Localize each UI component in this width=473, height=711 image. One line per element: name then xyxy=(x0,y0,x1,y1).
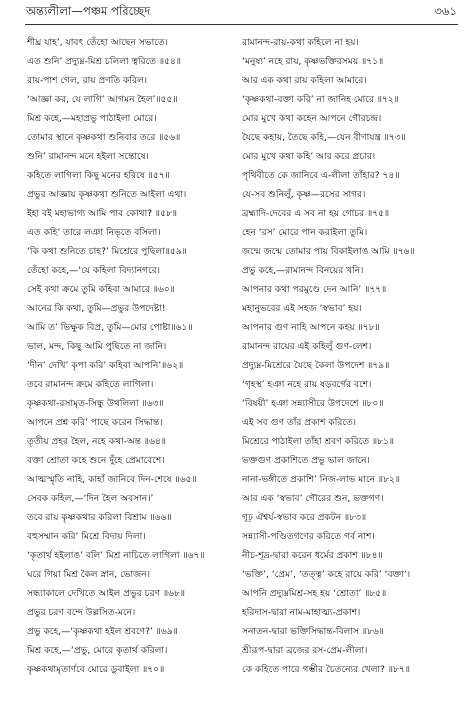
verse-line: প্রভুর চরণ বন্দে উল্লসিত-মনে। xyxy=(27,608,136,618)
verse-line: কহিতে লাগিলা কিছু মনের হরিষে ॥৫৭॥ xyxy=(27,171,170,181)
verse-line: ‘কৃষ্ণকথা-বক্তা করি’ না জানিহ মোরে ॥৭২॥ xyxy=(242,95,399,105)
verse-line: রামানন্দ-রায়-কথা কহিলে না হয়। xyxy=(242,38,359,48)
verse-line: পৃথিবীতে কে জানিবে এ-লীলা তাঁহার? ৭৪॥ xyxy=(242,171,400,181)
verse-line: রামানন্দ রায়ের এই কহিলুঁ গুণ-লেশ। xyxy=(242,342,372,352)
verse-line: ভক্তগুণ প্রকাশিতে প্রভু ভাল জানে। xyxy=(242,456,370,466)
verse-line: তোমার স্থানে কৃষ্ণকথা শুনিবার তরে ॥৫৬॥ xyxy=(27,133,181,143)
verse-line: রায়-পাশ গেল, রায় প্রণতি করিল। xyxy=(27,76,148,86)
verse-line: এত কহি’ তারে লঞা নিভৃতে বসিলা। xyxy=(27,228,161,238)
verse-line: তৃতীয় প্রহর হৈল, নহে কথা-অন্ত ॥৬৪॥ xyxy=(27,437,167,447)
verse-line: মোর মুখে কথা কহেন আপনে গৌরচন্দ্র। xyxy=(242,114,382,124)
verse-line: শীঘ্র যাহ’, যাবৎ তেঁহো আছেন সভাতে। xyxy=(27,38,168,48)
verse-line: বক্তা শ্রোতা কহে শুনে দুঁহে প্রেমাবেশে। xyxy=(27,456,165,466)
verse-line: ব্রহ্মাদি-দেবের এ সব না হয় গোচর ॥৭৫॥ xyxy=(242,209,390,219)
verse-line: মিশ্রেরে পাঠাইলা তাঁহা শ্রবণ করিতে ॥৮১॥ xyxy=(242,437,395,447)
verse-line: সন্ন্যাসী-পণ্ডিতগণের করিতে গর্ব নাশ। xyxy=(242,532,375,542)
verse-line: আমি ত’ ভিক্ষুক বিপ্র, তুমি—মোর পোষ্টা॥৬১॥ xyxy=(27,323,193,333)
page-header xyxy=(0,0,473,26)
verse-line: আপনার গুণ নাহি আপনে কহয় ॥৭৮॥ xyxy=(242,323,380,333)
verse-line: আপনি প্রদ্যুম্নমিশ্র-সহ হয় ‘শ্রোতা’ ॥৮৫॥ xyxy=(242,589,387,599)
verse-line: প্রদ্যুম্ন-মিশ্রেরে যৈছে কৈলা উপদেশ ॥৭৯॥ xyxy=(242,361,390,371)
verse-line: সেবক কহিল,—‘দিন হৈল অবসান।’ xyxy=(27,494,154,504)
verse-line: আত্মস্মৃতি নাহি, কাহাঁ জানিবে দিন-শেষে ॥৬৫॥ xyxy=(27,475,197,485)
verse-line: হরিদাস-দ্বারা নাম-মাহাত্ম্য-প্রকাশ। xyxy=(242,608,361,618)
running-title: অন্ত্যলীলা—পঞ্চম পরিচ্ছেদ xyxy=(26,4,151,18)
verse-line: তবে রামানন্দ ক্রমে কহিতে লাগিলা। xyxy=(27,380,154,390)
verse-line: আনের কি কথা, তুমি—প্রভুর উপদেষ্টা! xyxy=(27,304,166,314)
verse-line: তবে রায় কৃষ্ণকথার করিলা বিশ্রাম ॥৬৬॥ xyxy=(27,513,172,523)
verse-line: তেঁহো কহে,—‘যে কহিলা বিদ্যানগরে। xyxy=(27,266,161,276)
page-number: ৩৬১ xyxy=(434,4,457,18)
verse-line: মোর মুখে কথা কহি’ আর করে প্রচার। xyxy=(242,152,376,162)
verse-line: যে-সব শুনিলুঁ, কৃষ্ণ—রসের সাগর। xyxy=(242,190,366,200)
verse-line: গূঢ় ঐশ্বর্য-স্বভাব করে প্রকটন ॥৮৩॥ xyxy=(242,513,367,523)
verse-line: হেন ‘রস’ মোরে পান করাইলা তুমি। xyxy=(242,228,368,238)
verse-line: যৈছে কহায়, তৈছে কহি,—যেন বীণাযন্ত্র ॥৭৩॥ xyxy=(242,133,406,143)
verse-line: সেই কথা ক্রমে তুমি কহিবা আমারে ॥৬০॥ xyxy=(27,285,175,295)
verse-line: আর এক ‘স্বভাব’ গৌরের শুন, ভক্তগণ। xyxy=(242,494,384,504)
right-column xyxy=(242,34,454,680)
verse-line: এত শুনি’ প্রদ্যুম্ন-মিশ্র চলিলা ত্বরিতে ॥৫৪॥ xyxy=(27,57,182,67)
verse-line: ‘আজ্ঞা কর, যে লাগি’ আগমন হৈল’॥৫৫॥ xyxy=(27,95,178,105)
verse-line: মিশ্র কহে,—মহাপ্রভু পাঠাইলা মোরে। xyxy=(27,114,157,124)
verse-line: কৃষ্ণকথা-রসামৃত-সিন্ধু উথলিলা ॥৬৩॥ xyxy=(27,399,164,409)
verse-line: প্রভুর আজ্ঞায় কৃষ্ণকথা শুনিতে আইলা এথা। xyxy=(27,190,187,200)
header-rule xyxy=(25,24,458,25)
verse-line: ‘ভক্তি’, ‘প্রেম’, ‘তত্ত্ব’ কহে রায়ে করি’ ‘বক্তা’। xyxy=(242,570,411,580)
verse-line: প্রভু কহে,—রামানন্দ বিনয়ের খনি। xyxy=(242,266,364,276)
verse-line: এই সব গুণ তাঁর প্রকাশ করিতে। xyxy=(242,418,357,428)
verse-line: বহুসম্মান করি’ মিশ্রে বিদায় দিলা। xyxy=(27,532,146,542)
verse-line: মিশ্র কহে,—‘প্রভু, মোরে কৃতার্থ করিলা। xyxy=(27,646,168,656)
verse-line: নানা-ভঙ্গীতে প্রকাশি’ নিজ-লাভ মানে ॥৮২॥ xyxy=(242,475,401,485)
verse-line: জন্মে জন্মে তোমার পায় বিকাইলাঙ আমি ॥৭৬॥ xyxy=(242,247,415,257)
verse-line: ‘দীন’ দেখি’ কৃপা করি’ কহিবা আপনি’॥৬২॥ xyxy=(27,361,184,371)
verse-line: আপনার কথা পরমুণ্ডে দেন আনি’ ॥৭৭॥ xyxy=(242,285,387,295)
verse-line: আপনে প্রশ্ন করি’ পাছে করেন সিদ্ধান্ত। xyxy=(27,418,163,428)
verse-line: আর এক কথা রায় কহিলা আমারে। xyxy=(242,76,367,86)
verse-line: সন্ধ্যাকালে দেখিতে আইল প্রভুর চরণ ॥৬৮॥ xyxy=(27,589,186,599)
verse-line: শ্রীরূপ-দ্বারা ব্রজের রস-প্রেম-লীলা। xyxy=(242,646,368,656)
verse-line: ‘গৃহস্থ’ হঞা নহে রায় ষড়বর্গের বশে। xyxy=(242,380,372,390)
verse-line: ‘বিষয়ী’ হঞা সন্ন্যাসীরে উপদেশে ॥৮০॥ xyxy=(242,399,384,409)
verse-line: ‘কৃতার্থ হইলাঙ’ বলি’ মিশ্র নাচিতে লাগিলা ॥৬৭॥ xyxy=(27,551,205,561)
verse-line: ভাল, মন্দ, কিছু আমি পুছিতে না জানি। xyxy=(27,342,167,352)
verse-line: ‘মনুষ্য’ নহে রায়, কৃষ্ণভক্তিরসময় ॥৭১॥ xyxy=(242,57,384,67)
verse-line: নীচ-শূদ্র-দ্বারা করেন ধর্মের প্রকাশ ॥৮৪॥ xyxy=(242,551,383,561)
verse-line: প্রভু কহে,—‘কৃষ্ণকথা হইল শ্রবণে?’ ॥৬৯॥ xyxy=(27,627,178,637)
verse-line: কৃষ্ণকথামৃতার্ণবে মোরে ডুবাইলা ॥৭০॥ xyxy=(27,665,165,675)
verse-line: কে কহিতে পারে গম্ভীর চৈতন্যের খেলা? ॥৮৭॥ xyxy=(242,665,410,675)
verse-line: মহানুভবের এই সহজ ‘স্বভাব’ হয়। xyxy=(242,304,362,314)
verse-line: ইহা বই মহাভাগ্য আমি পাব কোথা? ॥৫৮॥ xyxy=(27,209,178,219)
left-column xyxy=(27,34,239,680)
verse-line: সনাতন-দ্বারা ভক্তিসিদ্ধান্ত-বিলাস ॥৮৬॥ xyxy=(242,627,384,637)
verse-line: শুনি’ রামানন্দ মনে হইলা সন্তোষে। xyxy=(27,152,149,162)
verse-line: ঘরে গিয়া মিশ্র কৈল স্নান, ভোজন। xyxy=(27,570,150,580)
verse-line: ‘কি কথা শুনিতে চাহ?’ মিশ্রেরে পুছিলা॥৫৯॥ xyxy=(27,247,187,257)
